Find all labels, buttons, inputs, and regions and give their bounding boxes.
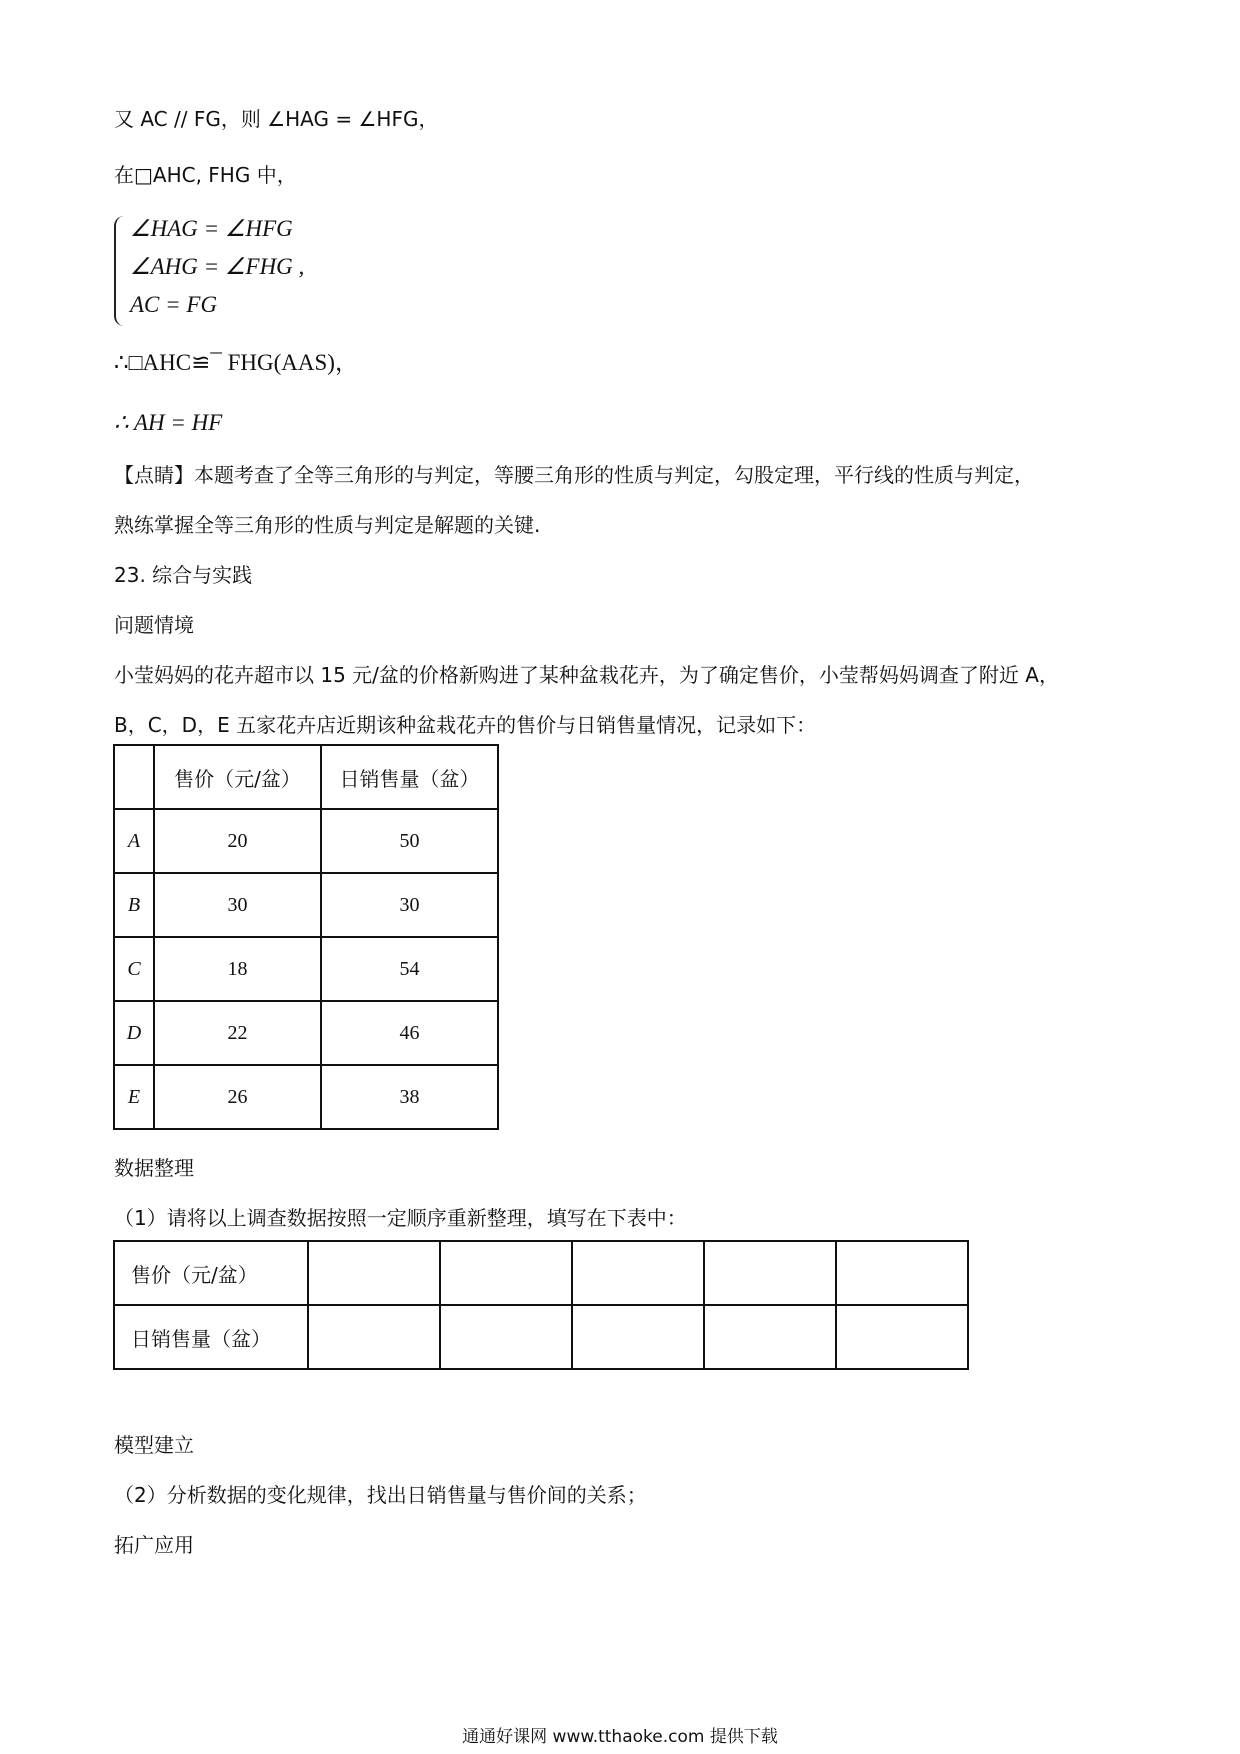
data-heading: 数据整理 bbox=[114, 1156, 194, 1180]
table-row bbox=[114, 809, 498, 873]
price-cell: 30 bbox=[154, 873, 321, 937]
store-cell: E bbox=[114, 1065, 154, 1129]
question-23-title: 23. 综合与实践 bbox=[114, 563, 253, 587]
blank-cell[interactable] bbox=[440, 1241, 572, 1305]
price-cell: 20 bbox=[154, 809, 321, 873]
store-cell: D bbox=[114, 1001, 154, 1065]
left-brace bbox=[114, 216, 126, 326]
fill-in-table bbox=[113, 1240, 969, 1370]
price-cell: 18 bbox=[154, 937, 321, 1001]
survey-table bbox=[113, 744, 499, 1130]
question-1: （1）请将以上调查数据按照一定顺序重新整理，填写在下表中： bbox=[114, 1206, 687, 1230]
proof-line-triangles bbox=[114, 162, 297, 188]
proof-line-congruent: ∴□AHC≌¯ FHG(AAS)， bbox=[114, 350, 358, 375]
system-line-1: ∠HAG = ∠HFG bbox=[130, 216, 293, 241]
extend-heading: 拓广应用 bbox=[114, 1533, 194, 1557]
price-cell: 22 bbox=[154, 1001, 321, 1065]
sales-cell: 54 bbox=[321, 937, 498, 1001]
blank-cell[interactable] bbox=[836, 1305, 968, 1369]
price-cell: 26 bbox=[154, 1065, 321, 1129]
fill-row-price-label: 售价（元/盆） bbox=[114, 1241, 308, 1305]
sales-cell: 30 bbox=[321, 873, 498, 937]
fill-row-sales bbox=[114, 1305, 968, 1369]
header-cell-empty bbox=[114, 745, 154, 809]
table-row bbox=[114, 937, 498, 1001]
situation-line-2: B，C，D，E 五家花卉店近期该种盆栽花卉的售价与日销售量情况，记录如下： bbox=[114, 713, 817, 737]
sales-cell: 50 bbox=[321, 809, 498, 873]
blank-cell[interactable] bbox=[572, 1305, 704, 1369]
page-footer: 通通好课网 www.tthaoke.com 提供下载 bbox=[462, 1727, 778, 1747]
table-row bbox=[114, 1065, 498, 1129]
proof-line-parallel-text: 又 AC // FG，则 ∠HAG = ∠HFG， bbox=[114, 107, 439, 131]
blank-cell[interactable] bbox=[704, 1305, 836, 1369]
proof-line-parallel bbox=[114, 106, 438, 132]
situation-heading: 问题情境 bbox=[114, 613, 194, 637]
store-cell: A bbox=[114, 809, 154, 873]
sales-cell: 46 bbox=[321, 1001, 498, 1065]
blank-cell[interactable] bbox=[572, 1241, 704, 1305]
header-cell-sales: 日销售量（盆） bbox=[321, 745, 498, 809]
system-line-2: ∠AHG = ∠FHG , bbox=[130, 254, 305, 279]
comment-line-2: 熟练掌握全等三角形的性质与判定是解题的关键. bbox=[114, 513, 541, 537]
store-cell: C bbox=[114, 937, 154, 1001]
table-header-row bbox=[114, 745, 498, 809]
equation-system bbox=[112, 212, 412, 330]
question-2: （2）分析数据的变化规律，找出日销售量与售价间的关系； bbox=[114, 1483, 647, 1507]
blank-cell[interactable] bbox=[704, 1241, 836, 1305]
comment-line-1: 【点睛】本题考查了全等三角形的与判定，等腰三角形的性质与判定，勾股定理，平行线的性质与判定， bbox=[114, 463, 1034, 487]
store-cell: B bbox=[114, 873, 154, 937]
table-row bbox=[114, 1001, 498, 1065]
situation-line-1: 小莹妈妈的花卉超市以 15 元/盆的价格新购进了某种盆栽花卉，为了确定售价，小莹帮妈妈调查了附近 A， bbox=[114, 663, 1059, 687]
blank-cell[interactable] bbox=[308, 1241, 440, 1305]
fill-row-sales-label: 日销售量（盆） bbox=[114, 1305, 308, 1369]
proof-line-triangles-text: 在□AHC, FHG 中， bbox=[114, 163, 297, 187]
blank-cell[interactable] bbox=[440, 1305, 572, 1369]
system-line-3: AC = FG bbox=[130, 292, 218, 317]
sales-cell: 38 bbox=[321, 1065, 498, 1129]
blank-cell[interactable] bbox=[836, 1241, 968, 1305]
model-heading: 模型建立 bbox=[114, 1433, 194, 1457]
fill-row-price bbox=[114, 1241, 968, 1305]
blank-cell[interactable] bbox=[308, 1305, 440, 1369]
table-row bbox=[114, 873, 498, 937]
header-cell-price: 售价（元/盆） bbox=[154, 745, 321, 809]
proof-line-conclusion: ∴ AH = HF bbox=[114, 410, 223, 435]
